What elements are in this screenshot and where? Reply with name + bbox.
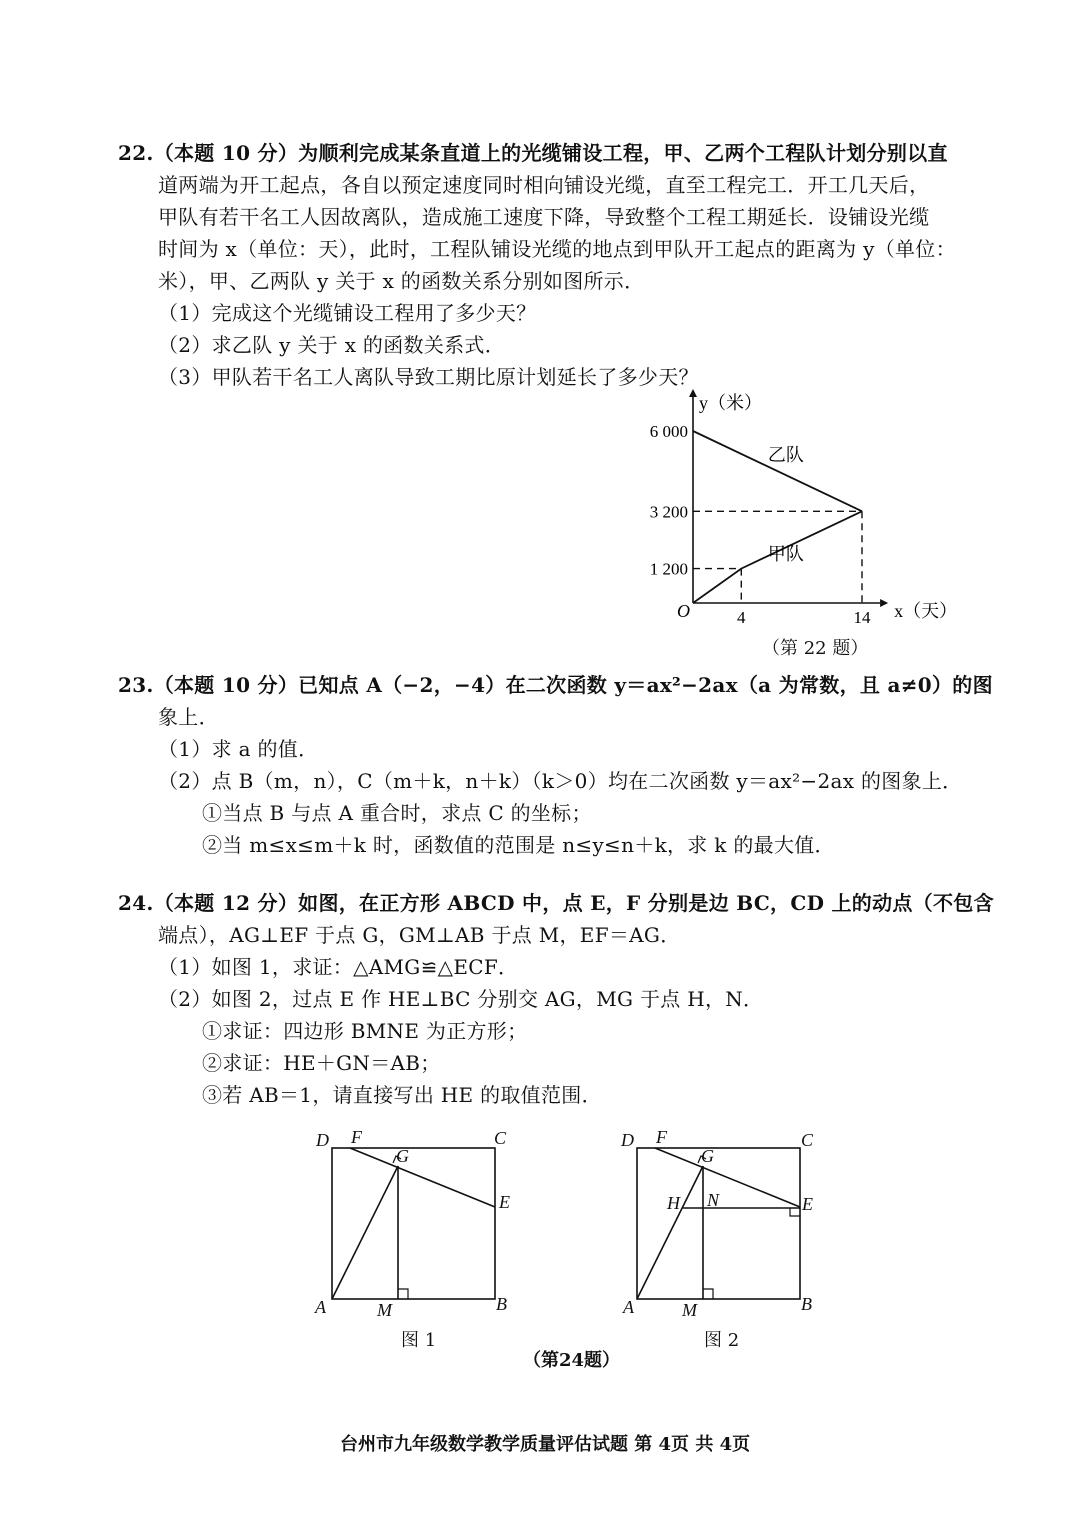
label-f-2: F (656, 1127, 667, 1147)
y-tick-label: 6 000 (649, 422, 688, 441)
q23-line-1: 23.（本题 10 分）已知点 A（−2，−4）在二次函数 y＝ax²−2ax（a 为常数，且 a≠0）的图 (118, 673, 993, 697)
q22-line-5: 米），甲、乙两队 y 关于 x 的函数关系分别如图所示． (158, 269, 645, 293)
y-tick-label: 1 200 (649, 559, 688, 579)
q22-part-2: （2）求乙队 y 关于 x 的函数关系式． (158, 333, 506, 357)
label-c: C (494, 1128, 507, 1148)
q22-line-4: 时间为 x（单位：天），此时，工程队铺设光缆的地点到甲队开工起点的距离为 y（单位： (158, 237, 956, 261)
label-b: B (496, 1294, 507, 1314)
origin-label: O (677, 601, 690, 621)
label-h: H (667, 1193, 680, 1213)
fig1-label: 图 1 (401, 1330, 437, 1351)
label-a-2: A (623, 1297, 634, 1317)
q22-line-2: 道两端为开工起点，各自以预定速度同时相向铺设光缆，直至工程完工．开工几天后， (158, 173, 930, 197)
q24-caption: （第24题） (523, 1350, 621, 1371)
q23-part-1: （1）求 a 的值． (158, 737, 319, 761)
y-axis-arrow (689, 389, 697, 397)
right-angle-e (790, 1208, 800, 1216)
label-f: F (351, 1127, 362, 1147)
label-a: A (315, 1297, 326, 1317)
fig2-label: 图 2 (704, 1330, 740, 1351)
q22-part-1: （1）完成这个光缆铺设工程用了多少天？ (158, 301, 537, 325)
q24-figure-2 (605, 1120, 835, 1325)
q23-part-2: （2）点 B（m，n），C（m＋k，n＋k）（k＞0）均在二次函数 y＝ax²−2ax 的图象上． (158, 769, 963, 793)
q22-part-3: （3）甲队若干名工人离队导致工期比原计划延长了多少天？ (158, 365, 699, 389)
x-tick-label: 14 (853, 608, 871, 627)
q24-part-2-2: ②求证：HE＋GN＝AB； (202, 1051, 441, 1075)
q22-line-3: 甲队有若干名工人因故离队，造成施工速度下降，导致整个工程工期延长．设铺设光缆 (158, 205, 930, 229)
x-axis-arrow (880, 599, 888, 607)
q22-caption: （第 22 题） (762, 638, 869, 659)
segment-ef (350, 1148, 495, 1207)
right-angle-m (398, 1289, 408, 1299)
y-tick-label: 3 200 (649, 502, 688, 522)
q23-part-2-1: ①当点 B 与点 A 重合时，求点 C 的坐标； (202, 801, 592, 825)
label-n: N (707, 1190, 720, 1210)
q24-line-1: 24.（本题 12 分）如图，在正方形 ABCD 中，点 E，F 分别是边 BC，CD 上的动点（不包含 (118, 891, 994, 915)
label-c-2: C (801, 1130, 814, 1150)
q24-part-2: （2）如图 2，过点 E 作 HE⊥BC 分别交 AG，MG 于点 H，N． (158, 987, 764, 1011)
q24-part-1: （1）如图 1，求证：△AMG≌△ECF． (158, 955, 519, 979)
label-d: D (316, 1130, 329, 1150)
series-line-yi (693, 431, 862, 511)
page-footer: 台州市九年级数学教学质量评估试题 第 4页 共 4页 (340, 1434, 751, 1455)
label-g-2: G (701, 1146, 714, 1166)
q24-figure-1 (300, 1120, 530, 1325)
label-m: M (377, 1300, 392, 1320)
segment-ag-2 (637, 1166, 703, 1299)
q23-line-2: 象上． (158, 705, 219, 729)
q22-chart (620, 385, 970, 630)
y-axis-label: y（米） (699, 393, 762, 413)
right-angle-m-2 (703, 1289, 713, 1299)
q22-line-1: 22.（本题 10 分）为顺利完成某条直道上的光缆铺设工程，甲、乙两个工程队计划分别以直 (118, 141, 948, 165)
x-axis-label: x（天） (894, 601, 958, 621)
label-d-2: D (621, 1130, 634, 1150)
label-e-2: E (802, 1194, 813, 1214)
square-abcd-2 (637, 1148, 800, 1299)
square-abcd (332, 1148, 495, 1299)
q24-line-2: 端点），AG⊥EF 于点 G，GM⊥AB 于点 M，EF＝AG． (158, 923, 681, 947)
segment-ag (332, 1166, 398, 1299)
label-e: E (499, 1192, 510, 1212)
series-label-jia: 甲队 (767, 544, 804, 564)
q23-part-2-2: ②当 m≤x≤m＋k 时，函数值的范围是 n≤y≤n＋k，求 k 的最大值． (202, 833, 835, 857)
q24-part-2-3: ③若 AB＝1，请直接写出 HE 的取值范围． (202, 1083, 602, 1107)
series-label-yi: 乙队 (767, 445, 804, 466)
chart-axes (677, 389, 957, 621)
label-m-2: M (682, 1300, 697, 1320)
label-b-2: B (801, 1294, 812, 1314)
x-tick-label: 4 (737, 608, 746, 627)
q24-part-2-1: ①求证：四边形 BMNE 为正方形； (202, 1019, 528, 1043)
label-g: G (396, 1146, 409, 1166)
